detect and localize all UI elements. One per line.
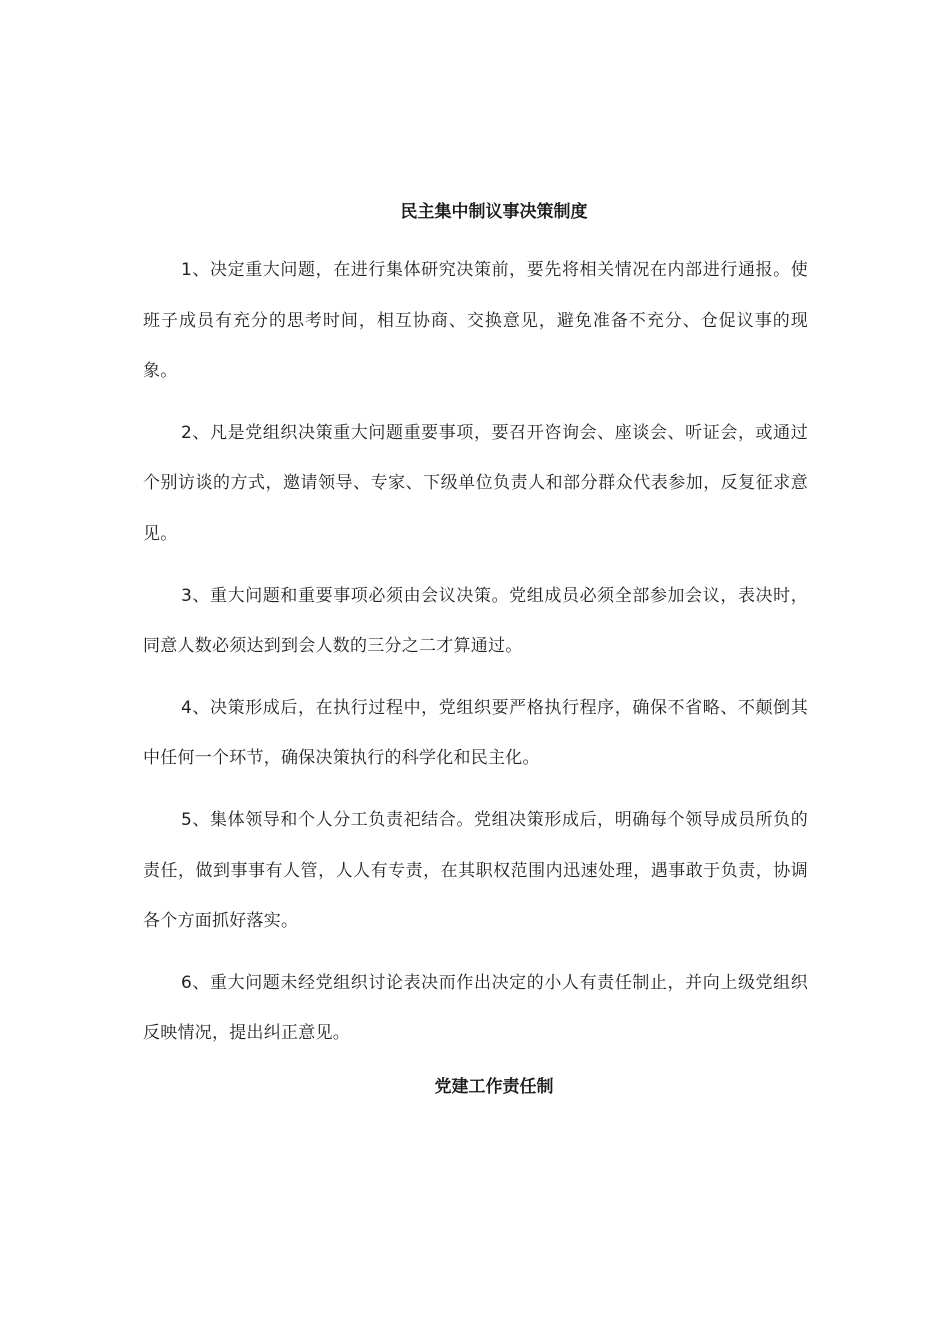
document-title: 民主集中制议事决策制度: [400, 202, 588, 222]
document-body: [143, 195, 808, 1104]
paragraph-3: 3、重大问题和重要事项必须由会议决策。党组成员必须全部参加会议，表决时，同意人数必须达到到会人数的三分之二才算通过。: [143, 585, 808, 657]
paragraph-4: 4、决策形成后，在执行过程中，党组织要严格执行程序，确保不省略、不颠倒其中任何一个环节，确保决策执行的科学化和民主化。: [143, 697, 808, 769]
paragraph-6: 6、重大问题未经党组织讨论表决而作出决定的小人有责任制止，并向上级党组织反映情况，提出纠正意见。: [143, 972, 808, 1044]
paragraph-2: 2、凡是党组织决策重大问题重要事项，要召开咨询会、座谈会、听证会，或通过个别访谈的方式，邀请领导、专家、下级单位负责人和部分群众代表参加，反复征求意见。: [143, 422, 808, 544]
section-title: 党建工作责任制: [434, 1076, 554, 1097]
paragraph-1: 1、决定重大问题，在进行集体研究决策前，要先将相关情况在内部进行通报。使班子成员有充分的思考时间，相互协商、交换意见，避免准备不充分、仓促议事的现象。: [143, 260, 808, 382]
paragraph-5: 5、集体领导和个人分工负责祀结合。党组决策形成后，明确每个领导成员所负的责任，做到事事有人管，人人有专责，在其职权范围内迅速处理，遇事敢于负责，协调各个方面抓好落实。: [143, 809, 808, 932]
